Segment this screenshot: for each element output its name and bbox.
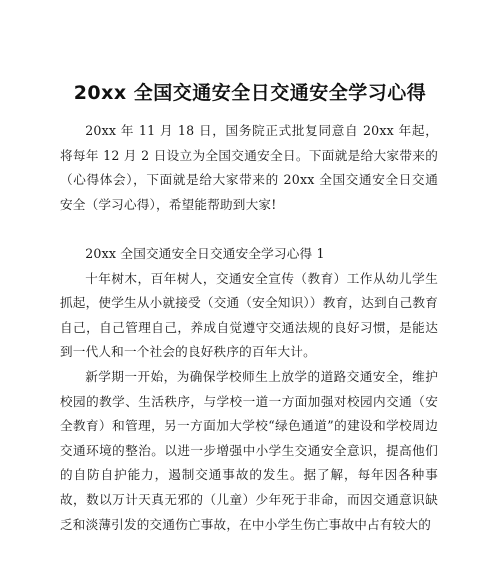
document-body: [60, 119, 438, 537]
body-paragraph: 新学期一开始，为确保学校师生上放学的道路交通安全，维护校园的教学、生活秩序，与学校一道一方面加强对校园内交通（安全教育）和管理，另一方面加大学校“绿色通道”的建设和学校周边交通环境的整治。以进一步增强中小学生交通安全意识，提高他们的自防自护能力，遏制交通事故的发生。据了解，每年因各种事故，数以万计天真无邪的（儿童）少年死于非命，而因交通意识缺乏和淡薄引发的交通伤亡事故，在中小学生伤亡事故中占有较大的: [60, 368, 438, 532]
intro-paragraph: 20xx 年 11 月 18 日，国务院正式批复同意自 20xx 年起，将每年 12 月 2 日设立为全国交通安全日。下面就是给大家带来的（心得体会），下面就是给大家带来的 20xx 全国交通安全日交通安全（学习心得），希望能帮助到大家!: [60, 123, 438, 212]
section-heading: 20xx 全国交通安全日交通安全学习心得 1: [85, 245, 325, 261]
body-paragraph: 十年树木，百年树人，交通安全宣传（教育）工作从幼儿学生抓起，使学生从小就接受（交通（安全知识））教育，达到自己教育自己，自己管理自己，养成自觉遵守交通法规的良好习惯，是能达到一代人和一个社会的良好秩序的百年大计。: [60, 270, 438, 360]
paragraph-gap: [60, 217, 438, 242]
document-title: 20xx 全国交通安全日交通安全学习心得: [73, 82, 427, 104]
